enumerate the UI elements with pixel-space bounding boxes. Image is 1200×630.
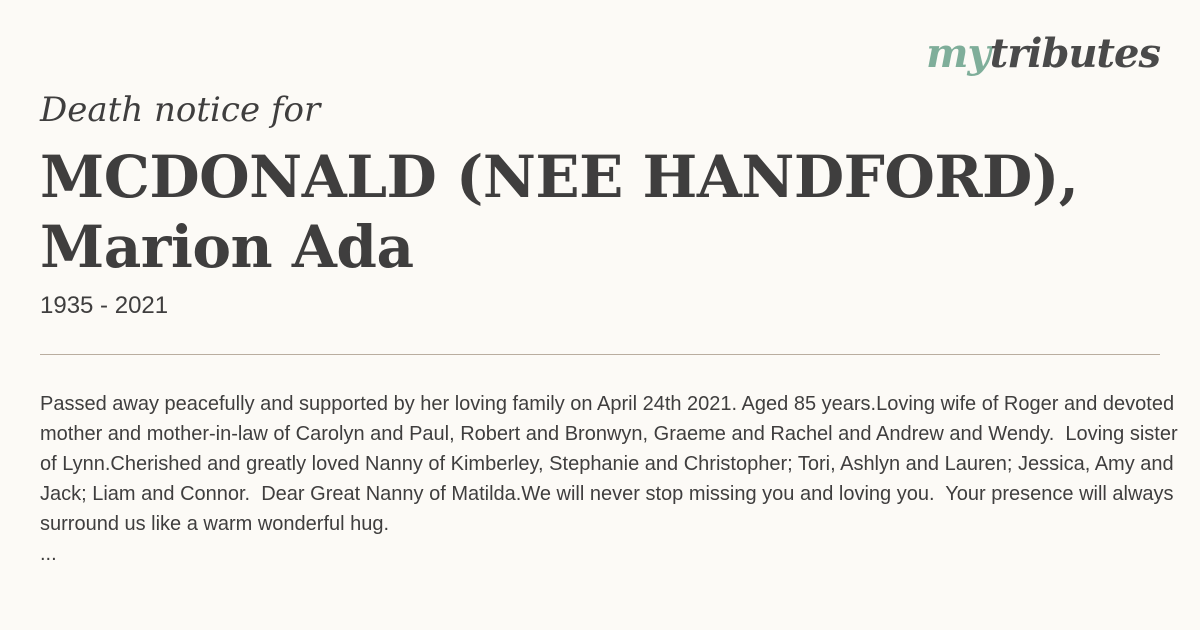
logo-suffix: tributes bbox=[989, 30, 1160, 77]
mytributes-logo[interactable] bbox=[926, 30, 1160, 77]
divider bbox=[40, 354, 1160, 355]
deceased-name: MCDONALD (NEE HANDFORD), Marion Ada bbox=[40, 143, 1079, 281]
truncation-ellipsis: ... bbox=[40, 543, 57, 565]
notice-eyebrow: Death notice for bbox=[40, 90, 321, 130]
logo-prefix: my bbox=[926, 30, 990, 77]
life-years: 1935 - 2021 bbox=[40, 292, 169, 319]
notice-body: Passed away peacefully and supported by her loving family on April 24th 2021. Aged 85 years.Loving wife of Roger and devoted mother and mother-in-law of Carolyn and Paul, Robert and Bronwyn, Graeme and Rachel and Andrew and Wendy. Loving sister of Lynn.Cherished and greatly loved Nanny of Kimberley, Stephanie and Christopher; Tori, Ashlyn and Lauren; Jessica, Amy and Jack; Liam and Connor. Dear Great Nanny of Matilda.We will never stop missing you and loving you. Your presence will always surround us like a warm wonderful hug. bbox=[40, 393, 1184, 535]
